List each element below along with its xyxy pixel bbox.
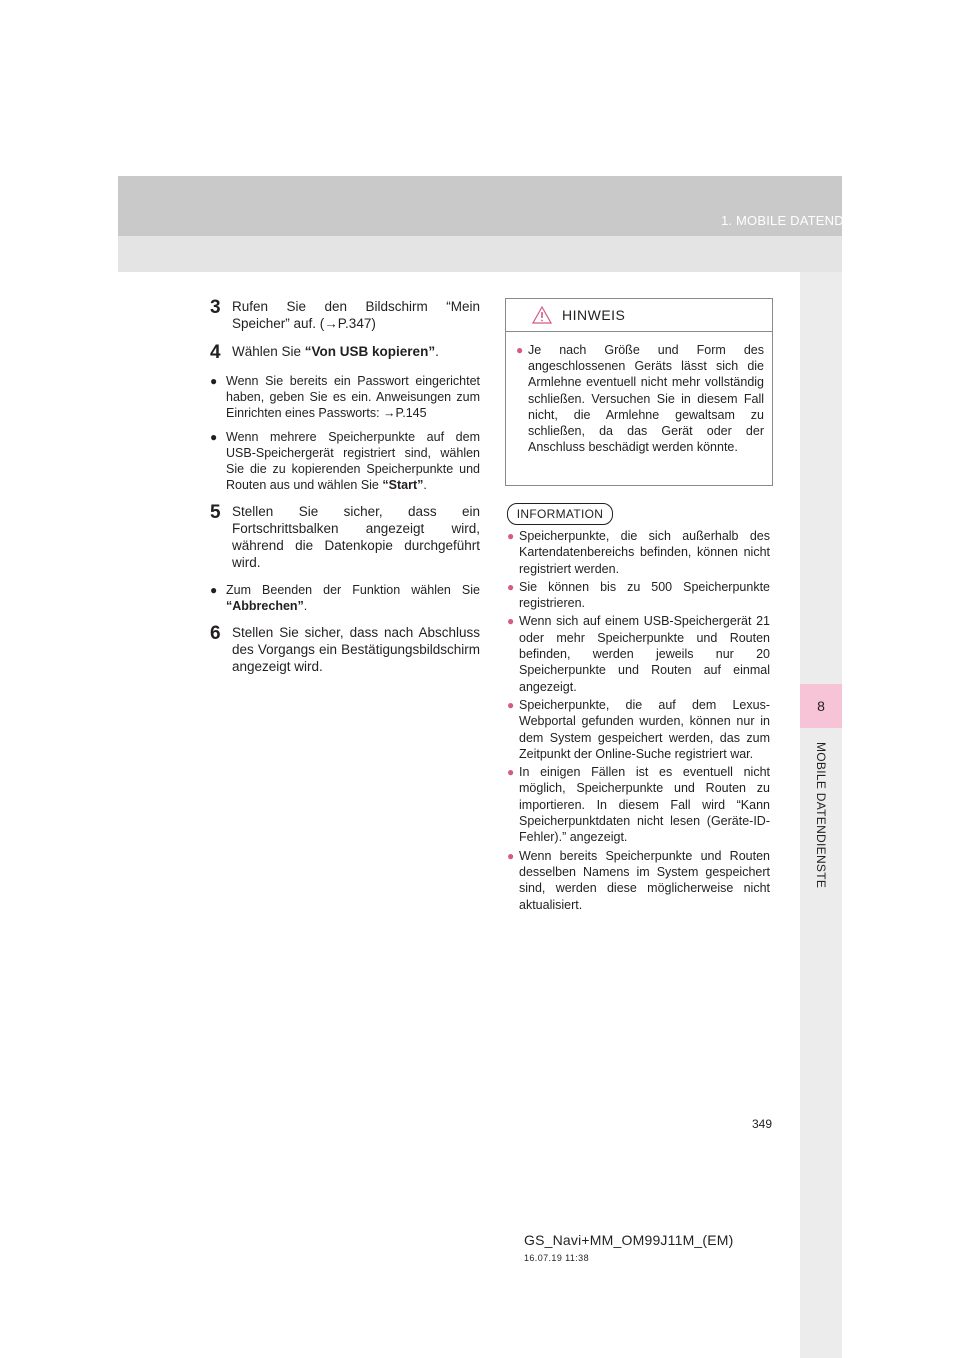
bullet-text-suffix: . <box>423 478 427 492</box>
warning-icon <box>532 306 552 324</box>
notice-title: HINWEIS <box>562 307 626 323</box>
list-item-text: Speicherpunkte, die sich außerhalb des Kartendatenbereichs befinden, können nicht registriert werden. <box>519 529 770 576</box>
header-band-lower <box>118 236 842 272</box>
list-item-text: Wenn bereits Speicherpunkte und Routen desselben Namens im System gespeichert sind, werden diese möglicherweise nicht aktualisiert. <box>519 848 770 912</box>
step-6 <box>210 624 480 675</box>
list-item <box>507 613 770 694</box>
bullet-dot-icon: ● <box>210 430 218 444</box>
list-item-text: Speicherpunkte, die auf dem Lexus-Webportal gefunden wurden, können nur in dem System gespeichert werden, das zum Zeitpunkt der Online-Suche registriert war. <box>519 697 770 761</box>
bullet-text: Wenn Sie bereits ein Passwort eingerichtet haben, geben Sie es ein. Anweisungen zum Einrichten eines Passworts: →P.145 <box>226 374 480 420</box>
page-number: 349 <box>751 1117 772 1131</box>
bullet-dot-icon: ● <box>516 343 524 357</box>
bullet-text-suffix: . <box>303 599 308 613</box>
bullet-dot-icon: ● <box>507 848 515 863</box>
step-number: 5 <box>210 502 221 523</box>
information-list <box>507 528 770 915</box>
bullet-dot-icon: ● <box>507 529 515 543</box>
list-item <box>507 579 770 612</box>
bullet-item <box>210 582 480 614</box>
bullet-text-command: “Start” <box>382 478 424 492</box>
step-text-command: “Von USB kopieren” <box>304 344 436 359</box>
notice-header <box>506 299 772 332</box>
step-3 <box>210 298 480 332</box>
bullet-text <box>226 582 480 614</box>
bullet-dot-icon: ● <box>507 697 515 712</box>
bullet-text-prefix: Wenn mehrere Speicherpunkte auf dem USB-Speichergerät registriert sind, wählen Sie die zu kopierenden Speicherpunkte und Routen aus und wählen Sie <box>226 430 480 492</box>
list-item-text: Wenn sich auf einem USB-Speichergerät 21 oder mehr Speicherpunkte und Routen befinden, werden jeweils nur 20 Speicherpunkte und Routen auf einmal angezeigt. <box>519 614 770 694</box>
step-text: Rufen Sie den Bildschirm “Mein Speicher” auf. (→P.347) <box>232 299 480 331</box>
information-title: INFORMATION <box>507 503 613 525</box>
bullet-dot-icon: ● <box>210 583 218 597</box>
step-number: 3 <box>210 297 221 318</box>
bullet-text-command: “Abbrechen” <box>226 599 304 613</box>
bullet-text-prefix: Zum Beenden der Funktion wählen Sie <box>226 583 480 597</box>
chapter-label: MOBILE DATENDIENSTE <box>814 742 828 889</box>
list-item <box>507 528 770 577</box>
bullet-text <box>226 429 480 493</box>
step-text: Stellen Sie sicher, dass ein Fortschrittsbalken angezeigt wird, während die Datenkopie durchgeführt wird. <box>232 504 480 570</box>
step-4 <box>210 343 480 362</box>
step-text-prefix: Wählen Sie <box>232 344 305 359</box>
instructions-column <box>210 298 480 686</box>
step-text <box>232 343 480 362</box>
list-item-text: In einigen Fällen ist es eventuell nicht möglich, Speicherpunkte und Routen zu importieren. In diesem Fall wird “Kann Speicherpunktdaten nicht lesen (Geräte-ID-Fehler).” angezeigt. <box>519 765 770 845</box>
notice-item <box>516 342 764 455</box>
list-item <box>507 848 770 913</box>
step-number: 6 <box>210 623 221 644</box>
chapter-tab[interactable]: 8 <box>800 684 842 728</box>
bullet-dot-icon: ● <box>507 765 515 780</box>
step-5 <box>210 503 480 571</box>
bullet-item <box>210 373 480 421</box>
notice-body <box>506 332 772 455</box>
step-text-suffix: . <box>435 344 439 359</box>
bullet-dot-icon: ● <box>507 614 515 629</box>
notice-box <box>505 298 773 486</box>
list-item <box>507 697 770 762</box>
notice-text: Je nach Größe und Form des angeschlossenen Geräts lässt sich die Armlehne eventuell nicht mehr vollständig schließen. Versuchen Sie in diesem Fall nicht, die Armlehne gewaltsam zu schließen, da das Gerät oder der Anschluss beschädigt werden könnte. <box>528 343 764 455</box>
step-number: 4 <box>210 342 221 363</box>
list-item-text: Sie können bis zu 500 Speicherpunkte registrieren. <box>519 579 770 611</box>
section-title: 1. MOBILE DATENDIENSTE <box>720 213 892 228</box>
step-text: Stellen Sie sicher, dass nach Abschluss des Vorgangs ein Bestätigungsbildschirm angezeigt wird. <box>232 625 480 674</box>
bullet-dot-icon: ● <box>507 579 515 594</box>
print-timestamp: 16.07.19 11:38 <box>524 1253 589 1263</box>
bullet-dot-icon: ● <box>210 374 218 388</box>
list-item <box>507 764 770 845</box>
document-code: GS_Navi+MM_OM99J11M_(EM) <box>524 1232 734 1248</box>
bullet-item <box>210 429 480 493</box>
